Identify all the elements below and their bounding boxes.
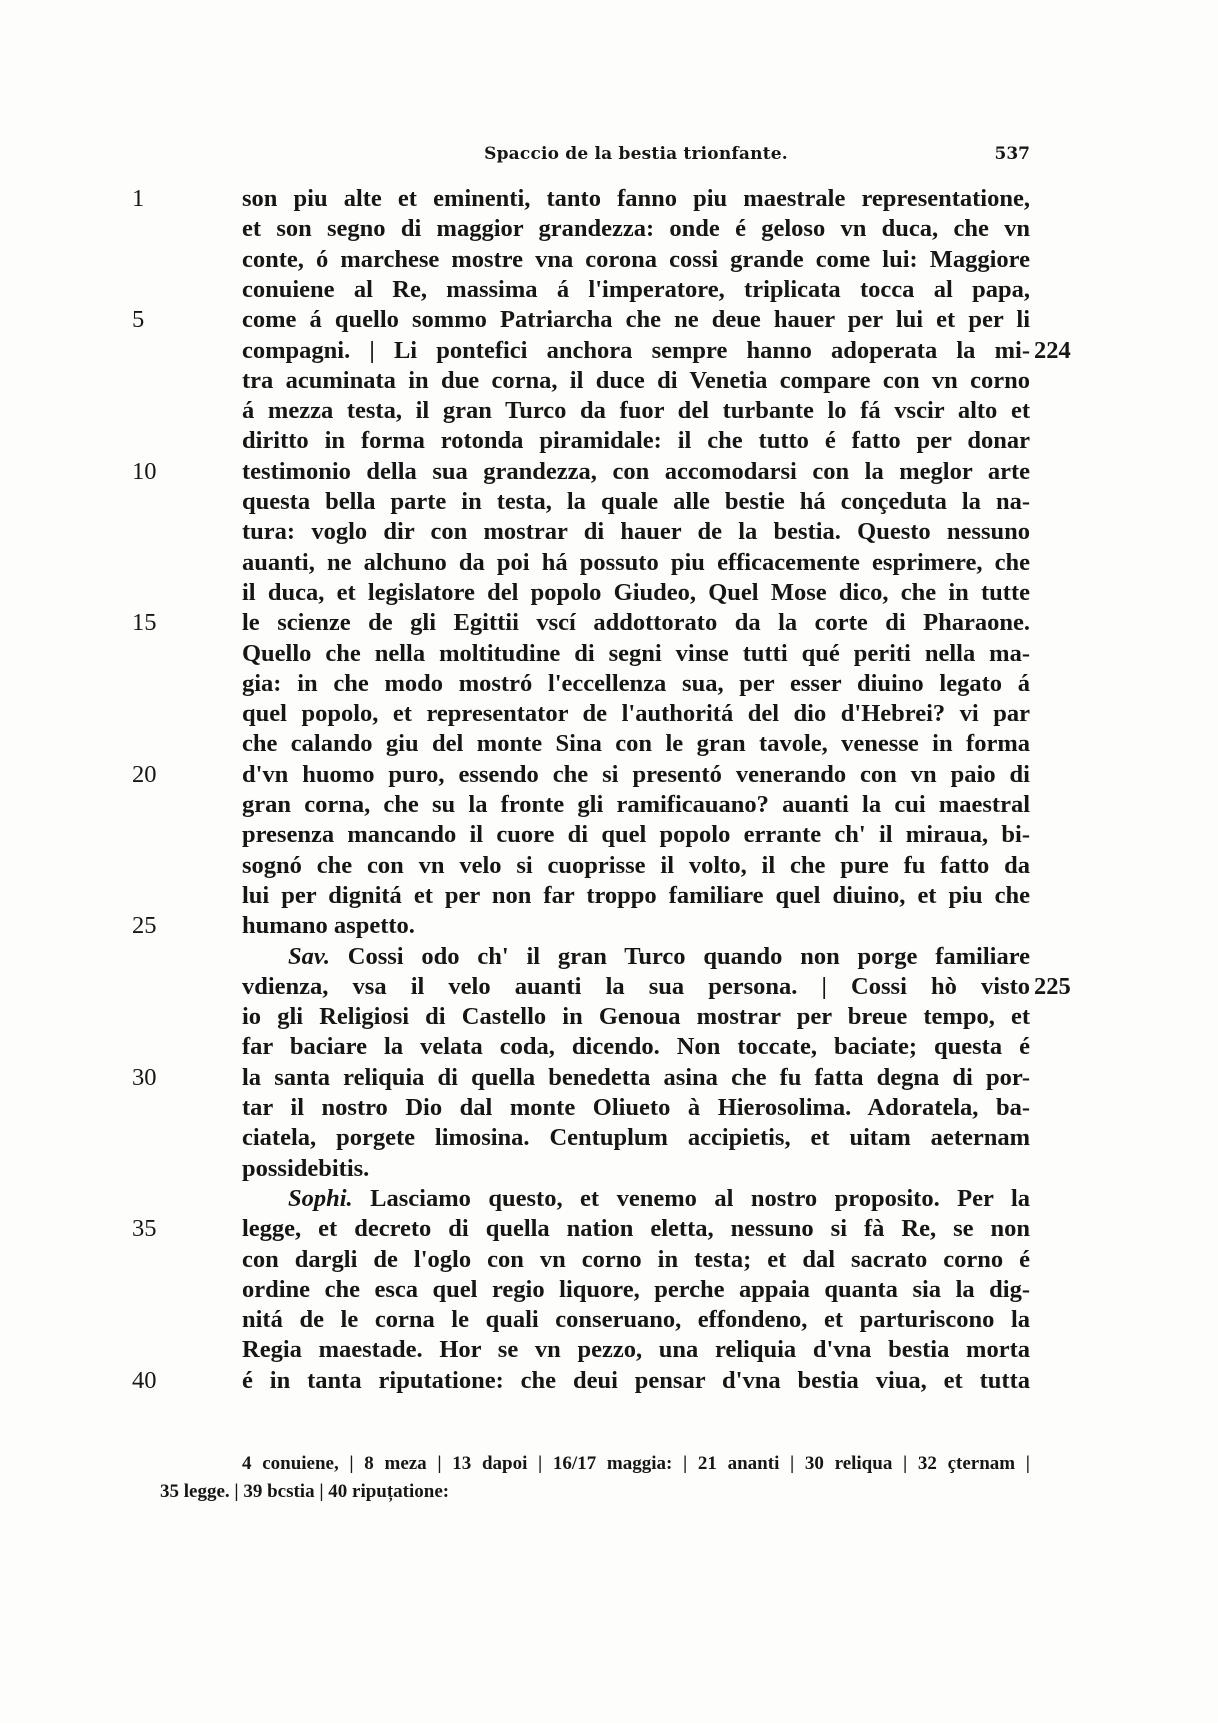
line-number: 15: [132, 609, 157, 637]
speaker-name: Sophi.: [288, 1184, 353, 1212]
apparatus-line: 4 conuiene, | 8 meza | 13 dapoi | 16/17 maggia: | 21 ananti | 30 reliqua | 32 çternam |: [242, 1453, 1030, 1474]
text-line: [0, 1002, 1218, 1032]
line-segment: tura: voglo dir con mostrar di hauer de la bestia. Questo nessuno: [242, 518, 1030, 546]
line-number: 5: [132, 306, 145, 334]
text-line: [0, 608, 1218, 638]
line-segment: auanti, ne alchuno da poi há possuto piu efficacemente esprimere, che: [242, 548, 1030, 576]
text-line: [0, 245, 1218, 275]
line-segment: quel popolo, et representator de l'authoritá del dio d'Hebrei? vi par: [242, 700, 1030, 728]
line-segment: ordine che esca quel regio liquore, perche appaia quanta sia la dig-: [242, 1275, 1030, 1303]
line-segment: compagni. | Li pontefici anchora sempre hanno adoperata la mi-: [242, 336, 1030, 364]
line-segment: é in tanta riputatione: che deui pensar d'vna bestia viua, et tutta: [242, 1366, 1030, 1394]
line-text: [242, 699, 1030, 729]
line-segment: il duca, et legislatore del popolo Giudeo, Quel Mose dico, che in tutte: [242, 578, 1030, 606]
line-segment: tra acuminata in due corna, il duce di Venetia compare con vn corno: [242, 366, 1030, 394]
line-text: [242, 1245, 1030, 1275]
text-line: [0, 1305, 1218, 1335]
text-line: [0, 972, 1218, 1002]
text-line: [0, 1032, 1218, 1062]
text-line: [0, 729, 1218, 759]
line-text: [242, 851, 1030, 881]
line-text: [242, 548, 1030, 578]
line-segment: testimonio della sua grandezza, con accomodarsi con la meglor arte: [242, 457, 1030, 485]
text-line: [0, 214, 1218, 244]
text-line: [0, 1275, 1218, 1305]
line-segment: la santa reliquia di quella benedetta asina che fu fatta degna di por-: [242, 1063, 1030, 1091]
line-segment: vdienza, vsa il velo auanti la sua persona. | Cossi hò visto: [242, 972, 1030, 1000]
line-number: 1: [132, 185, 145, 212]
line-text: [242, 1275, 1030, 1305]
line-segment: son piu alte et eminenti, tanto fanno piu maestrale representatione,: [242, 185, 1030, 212]
text-line: [0, 639, 1218, 669]
text-line: [0, 275, 1218, 305]
line-text: [242, 426, 1030, 456]
text-line: [0, 911, 1218, 941]
line-text: [242, 1002, 1030, 1032]
line-text: [242, 214, 1030, 244]
text-line: [0, 760, 1218, 790]
line-segment: d'vn huomo puro, essendo che si presentó venerando con vn paio di: [242, 760, 1030, 788]
line-text: [242, 1063, 1030, 1093]
text-line: [0, 699, 1218, 729]
line-segment: Cossi odo ch' il gran Turco quando non porge familiare: [329, 942, 1030, 970]
line-segment: tar il nostro Dio dal monte Oliueto à Hierosolima. Adoratela, ba-: [242, 1094, 1030, 1121]
line-text: [242, 881, 1030, 911]
line-text: [242, 396, 1030, 426]
text-line: [0, 305, 1218, 335]
line-text: [242, 336, 1030, 366]
line-segment: con dargli de l'oglo con vn corno in testa; et dal sacrato corno é: [242, 1245, 1030, 1273]
line-segment: presenza mancando il cuore di quel popolo errante ch' il miraua, bi-: [242, 821, 1030, 849]
line-text: [242, 1214, 1030, 1244]
line-text: [242, 790, 1030, 820]
line-segment: nitá de le corna le quali conseruano, effondeno, et parturiscono la: [242, 1306, 1030, 1334]
line-text: [242, 487, 1030, 517]
text-line: [0, 669, 1218, 699]
text-line: [0, 457, 1218, 487]
text-line: [0, 1123, 1218, 1153]
line-text: [242, 1093, 1030, 1123]
line-segment: gia: in che modo mostró l'eccellenza sua, per esser diuino legato á: [242, 669, 1030, 697]
line-text: [242, 1305, 1030, 1335]
text-line: [0, 1063, 1218, 1093]
line-segment: Quello che nella moltitudine di segni vinse tutti qué periti nella ma-: [242, 639, 1030, 667]
text-line: [0, 1184, 1218, 1214]
line-segment: diritto in forma rotonda piramidale: il che tutto é fatto per donar: [242, 427, 1030, 455]
text-line: [0, 366, 1218, 396]
line-segment: come á quello sommo Patriarcha che ne deue hauer per lui et per li: [242, 306, 1030, 334]
line-segment: conuiene al Re, massima á l'imperatore, triplicata tocca al papa,: [242, 275, 1030, 303]
line-segment: lui per dignitá et per non far troppo familiare quel diuino, et piu che: [242, 881, 1030, 909]
line-segment: gran corna, che su la fronte gli ramificauano? auanti la cui maestral: [242, 791, 1030, 818]
line-text: [242, 1154, 1030, 1184]
line-text: [242, 275, 1030, 305]
text-line: [0, 1214, 1218, 1244]
line-text: [242, 1184, 1030, 1214]
text-line: [0, 942, 1218, 972]
text-line: [0, 1245, 1218, 1275]
line-segment: sognó che con vn velo si cuoprisse il volto, il che pure fu fatto da: [242, 851, 1030, 879]
text-line: [0, 1093, 1218, 1123]
line-segment: ciatela, porgete limosina. Centuplum accipietis, et uitam aeternam: [242, 1124, 1030, 1152]
text-line: [0, 851, 1218, 881]
line-text: [242, 820, 1030, 850]
line-text: [242, 366, 1030, 396]
line-text: [242, 457, 1030, 487]
critical-apparatus: [160, 1450, 1030, 1506]
line-text: [242, 669, 1030, 699]
line-segment: questa bella parte in testa, la quale alle bestie há conçeduta la na-: [242, 488, 1030, 515]
text-line: [0, 548, 1218, 578]
line-number: 20: [132, 760, 157, 788]
text-line: [0, 1366, 1218, 1396]
line-number: 30: [132, 1063, 157, 1091]
line-segment: Lasciamo questo, et venemo al nostro proposito. Per la: [352, 1184, 1030, 1212]
speaker-name: Sav.: [288, 942, 330, 970]
line-text: [242, 942, 1030, 972]
text-line: [0, 881, 1218, 911]
line-segment: et son segno di maggior grandezza: onde é geloso vn duca, che vn: [242, 215, 1030, 243]
line-text: [242, 245, 1030, 275]
line-segment: humano aspetto.: [242, 912, 415, 940]
line-number: 10: [132, 457, 157, 485]
line-number: 35: [132, 1215, 157, 1243]
line-segment: conte, ó marchese mostre vna corona cossi grande come lui: Maggiore: [242, 245, 1030, 273]
line-text: [242, 911, 1030, 941]
text-line: [0, 578, 1218, 608]
text-line: [0, 790, 1218, 820]
folio-marker: 224: [1034, 336, 1071, 364]
running-title: Spaccio de la bestia trionfante.: [484, 144, 788, 164]
text-line: [0, 487, 1218, 517]
text-line: [0, 1335, 1218, 1365]
text-line: [0, 517, 1218, 547]
line-segment: Regia maestade. Hor se vn pezzo, una reliquia d'vna bestia morta: [242, 1336, 1030, 1364]
line-text: [242, 608, 1030, 638]
line-text: [242, 972, 1030, 1002]
line-segment: le scienze de gli Egittii vscí addottorato da la corte di Pharaone.: [242, 609, 1030, 637]
text-line: [0, 396, 1218, 426]
line-number: 40: [132, 1366, 157, 1394]
line-segment: possidebitis.: [242, 1154, 370, 1182]
text-line: [0, 1154, 1218, 1184]
line-text: [242, 1335, 1030, 1365]
text-line: [0, 820, 1218, 850]
line-number: 25: [132, 912, 157, 940]
line-segment: far baciare la velata coda, dicendo. Non toccate, baciate; questa é: [242, 1033, 1030, 1061]
line-segment: che calando giu del monte Sina con le gran tavole, venesse in forma: [242, 730, 1030, 758]
text-line: [0, 426, 1218, 456]
line-text: [242, 517, 1030, 547]
text-line: [0, 336, 1218, 366]
line-text: [242, 1123, 1030, 1153]
line-text: [242, 184, 1030, 214]
line-segment: legge, et decreto di quella nation eletta, nessuno si fà Re, se non: [242, 1215, 1030, 1243]
line-text: [242, 578, 1030, 608]
line-text: [242, 729, 1030, 759]
page-number: 537: [994, 144, 1030, 164]
text-line: [0, 184, 1218, 214]
line-text: [242, 1366, 1030, 1396]
line-text: [242, 639, 1030, 669]
line-text: [242, 1032, 1030, 1062]
line-segment: io gli Religiosi di Castello in Genoua mostrar per breue tempo, et: [242, 1003, 1030, 1031]
folio-marker: 225: [1034, 972, 1071, 1000]
line-segment: á mezza testa, il gran Turco da fuor del turbante lo fá vscir alto et: [242, 397, 1030, 425]
apparatus-line: 35 legge. | 39 bcstia | 40 ripuțatione:: [160, 1481, 450, 1502]
line-text: [242, 305, 1030, 335]
line-text: [242, 760, 1030, 790]
